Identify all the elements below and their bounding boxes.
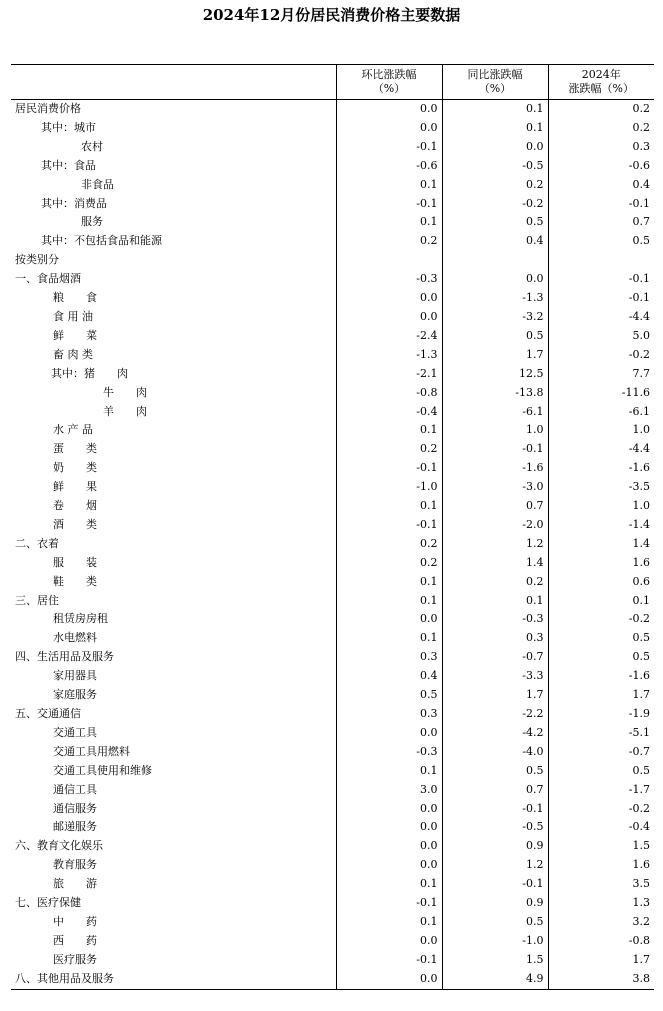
annual-value: -3.5: [628, 480, 650, 494]
annual-value: 1.7: [632, 952, 650, 966]
table-row: [11, 478, 654, 497]
yoy-value: 0.1: [442, 119, 548, 138]
row-label: 酒 类: [11, 516, 336, 535]
mom-value: -0.3: [336, 743, 442, 762]
mom-value: -0.6: [336, 157, 442, 176]
table-row: [11, 781, 654, 800]
annual-value: 0.4: [632, 177, 650, 191]
annual-value: 0.6: [632, 574, 650, 588]
yoy-value: 0.9: [442, 894, 548, 913]
annual-value: -0.4: [628, 820, 650, 834]
table-row: [11, 232, 654, 251]
table-row: [11, 856, 654, 875]
yoy-value: 0.5: [442, 762, 548, 781]
mom-value: 0.1: [336, 913, 442, 932]
yoy-value: -0.5: [442, 818, 548, 837]
yoy-value: 0.0: [442, 270, 548, 289]
row-label: 通信服务: [11, 800, 336, 819]
mom-value: 0.1: [336, 592, 442, 611]
annual-value: -4.4: [628, 442, 650, 456]
mom-value: 3.0: [336, 781, 442, 800]
mom-column-header: [336, 65, 442, 100]
annual-value: 1.5: [632, 839, 650, 853]
yoy-value: 1.2: [442, 535, 548, 554]
table-row: [11, 705, 654, 724]
yoy-value: -0.1: [442, 800, 548, 819]
yoy-value: -1.0: [442, 932, 548, 951]
table-row: [11, 516, 654, 535]
yoy-value: 1.7: [442, 686, 548, 705]
row-label: 医疗服务: [11, 951, 336, 970]
row-label: 一、食品烟酒: [11, 270, 336, 289]
row-label: 教育服务: [11, 856, 336, 875]
yoy-value: 0.2: [442, 176, 548, 195]
row-label: 交通工具用燃料: [11, 743, 336, 762]
row-label: 二、衣着: [11, 535, 336, 554]
table-row: [11, 667, 654, 686]
row-label: 奶 类: [11, 459, 336, 478]
annual-value: 1.4: [632, 536, 650, 550]
mom-value: 0.0: [336, 119, 442, 138]
table-row: [11, 403, 654, 422]
page-title: 2024年12月份居民消费价格主要数据: [202, 6, 461, 24]
label-column-header: [11, 65, 336, 100]
yoy-value: 0.1: [442, 592, 548, 611]
table-row: [11, 119, 654, 138]
mom-header-line1: 环比涨跌幅: [361, 68, 417, 81]
yoy-header-line2: （%）: [478, 82, 512, 95]
table-row: [11, 762, 654, 781]
mom-value: -0.4: [336, 403, 442, 422]
annual-value: 1.6: [632, 858, 650, 872]
mom-value: -0.8: [336, 384, 442, 403]
table-row: [11, 440, 654, 459]
yoy-value: 0.7: [442, 781, 548, 800]
row-label: 通信工具: [11, 781, 336, 800]
row-label: 鲜 果: [11, 478, 336, 497]
yoy-value: -6.1: [442, 403, 548, 422]
mom-value: 0.1: [336, 497, 442, 516]
mom-value: 0.3: [336, 648, 442, 667]
annual-value: -0.1: [628, 196, 650, 210]
annual-value: -1.9: [628, 707, 650, 720]
annual-value: 1.0: [632, 423, 650, 437]
row-label: 八、其他用品及服务: [11, 970, 336, 989]
row-label: 按类别分: [11, 251, 336, 270]
row-label: 服 装: [11, 554, 336, 573]
row-label: 家庭服务: [11, 686, 336, 705]
table-row: [11, 289, 654, 308]
annual-header-line1: 2024年: [581, 68, 621, 81]
row-label: 其中：猪 肉: [11, 365, 336, 384]
row-label: 食 用 油: [11, 308, 336, 327]
yoy-value: 1.0: [442, 421, 548, 440]
annual-value: 3.8: [548, 970, 654, 989]
mom-value: -0.1: [336, 459, 442, 478]
row-label: 交通工具: [11, 724, 336, 743]
mom-value: 0.0: [336, 100, 442, 119]
yoy-column-header: [442, 65, 548, 100]
row-label: 鲜 菜: [11, 327, 336, 346]
annual-value: 1.7: [632, 688, 650, 702]
mom-value: 0.1: [336, 875, 442, 894]
row-label: 租赁房房租: [11, 610, 336, 629]
yoy-value: -0.3: [442, 610, 548, 629]
annual-value: 0.5: [632, 650, 650, 664]
annual-value: -1.7: [628, 782, 650, 796]
yoy-header-line1: 同比涨跌幅: [467, 68, 523, 81]
mom-value: 0.1: [336, 573, 442, 592]
yoy-value: 0.9: [442, 837, 548, 856]
mom-value: -0.3: [336, 270, 442, 289]
annual-value: -0.2: [628, 347, 650, 361]
annual-value: 3.5: [632, 877, 650, 891]
table-row: [11, 100, 654, 119]
table-row: [11, 894, 654, 913]
mom-value: 0.2: [336, 554, 442, 573]
annual-value: -11.6: [621, 385, 650, 399]
row-label: 鞋 类: [11, 573, 336, 592]
yoy-value: 0.5: [442, 913, 548, 932]
row-label: 水 产 品: [11, 421, 336, 440]
mom-value: -0.1: [336, 138, 442, 157]
row-label: 其中：城市: [11, 119, 336, 138]
row-label: 服务: [11, 213, 336, 232]
annual-value: -6.1: [628, 404, 650, 418]
yoy-value: -0.5: [442, 157, 548, 176]
yoy-value: 0.7: [442, 497, 548, 516]
yoy-value: -0.1: [442, 875, 548, 894]
mom-value: 0.1: [336, 176, 442, 195]
table-row: [11, 535, 654, 554]
row-label: 六、教育文化娱乐: [11, 837, 336, 856]
table-row: [11, 176, 654, 195]
yoy-value: 0.4: [442, 232, 548, 251]
mom-value: -2.1: [336, 365, 442, 384]
table-row: [11, 421, 654, 440]
annual-value: 3.2: [632, 914, 650, 928]
mom-value: 0.2: [336, 535, 442, 554]
annual-value: 1.3: [632, 896, 650, 910]
annual-header-line2: 涨跌幅（%）: [568, 82, 634, 95]
annual-value: -1.6: [628, 669, 650, 683]
yoy-value: -1.3: [442, 289, 548, 308]
mom-value: 0.0: [336, 289, 442, 308]
annual-value: -4.4: [628, 309, 650, 323]
yoy-value: -0.2: [442, 195, 548, 214]
row-label: 中 药: [11, 913, 336, 932]
table-row: [11, 592, 654, 611]
yoy-value: -3.3: [442, 667, 548, 686]
yoy-value: 0.5: [442, 327, 548, 346]
yoy-value: 0.1: [442, 100, 548, 119]
yoy-value: -1.6: [442, 459, 548, 478]
annual-value: 0.2: [632, 102, 650, 115]
table-row: [11, 629, 654, 648]
yoy-value: 0.2: [442, 573, 548, 592]
annual-value: 0.3: [632, 139, 650, 153]
annual-value: [548, 251, 654, 270]
table-row: [11, 573, 654, 592]
annual-value: 0.2: [632, 120, 650, 134]
mom-value: 0.3: [336, 705, 442, 724]
annual-value: -1.4: [628, 517, 650, 531]
yoy-value: -3.2: [442, 308, 548, 327]
annual-value: 7.7: [632, 366, 650, 380]
table-header-row: [11, 65, 654, 100]
table-row: [11, 610, 654, 629]
row-label: 卷 烟: [11, 497, 336, 516]
table-row: [11, 970, 654, 989]
annual-value: 0.7: [632, 215, 650, 229]
table-row: [11, 251, 654, 270]
table-row: [11, 837, 654, 856]
table-row: [11, 459, 654, 478]
yoy-value: 0.3: [442, 629, 548, 648]
annual-value: -0.7: [628, 744, 650, 758]
mom-value: 0.0: [336, 800, 442, 819]
table-row: [11, 875, 654, 894]
table-row: [11, 913, 654, 932]
yoy-value: -13.8: [442, 384, 548, 403]
table-row: [11, 157, 654, 176]
row-label: 粮 食: [11, 289, 336, 308]
mom-value: 0.0: [336, 818, 442, 837]
annual-value: -0.8: [628, 933, 650, 947]
yoy-value: 1.7: [442, 346, 548, 365]
annual-value: 0.5: [632, 234, 650, 248]
annual-value: 5.0: [632, 328, 650, 342]
table-row: [11, 497, 654, 516]
yoy-value: 0.0: [442, 138, 548, 157]
row-label: 牛 肉: [11, 384, 336, 403]
mom-value: 0.0: [336, 724, 442, 743]
table-row: [11, 932, 654, 951]
mom-value: -1.3: [336, 346, 442, 365]
mom-value: 0.2: [336, 440, 442, 459]
table-row: [11, 138, 654, 157]
row-label: 农村: [11, 138, 336, 157]
annual-value: -5.1: [628, 725, 650, 739]
mom-value: -0.1: [336, 195, 442, 214]
row-label: 蛋 类: [11, 440, 336, 459]
yoy-value: -4.2: [442, 724, 548, 743]
row-label: 其中：食品: [11, 157, 336, 176]
cpi-table: [11, 64, 654, 990]
yoy-value: -4.0: [442, 743, 548, 762]
yoy-value: -0.1: [442, 440, 548, 459]
annual-column-header: [548, 65, 654, 100]
table-row: [11, 724, 654, 743]
table-row: [11, 686, 654, 705]
mom-value: 0.0: [336, 932, 442, 951]
yoy-value: -2.0: [442, 516, 548, 535]
table-row: [11, 213, 654, 232]
row-label: 五、交通通信: [11, 705, 336, 724]
yoy-value: 0.5: [442, 213, 548, 232]
mom-value: 0.0: [336, 837, 442, 856]
mom-value: 0.2: [336, 232, 442, 251]
mom-value: 0.0: [336, 610, 442, 629]
table-row: [11, 743, 654, 762]
table-row: [11, 308, 654, 327]
row-label: 水电燃料: [11, 629, 336, 648]
yoy-value: -3.0: [442, 478, 548, 497]
mom-value: -0.1: [336, 516, 442, 535]
annual-value: -0.2: [628, 801, 650, 815]
row-label: 羊 肉: [11, 403, 336, 422]
row-label: 西 药: [11, 932, 336, 951]
annual-value: -0.6: [628, 158, 650, 172]
mom-value: -0.1: [336, 894, 442, 913]
row-label: 居民消费价格: [11, 100, 336, 119]
mom-header-line2: （%）: [372, 82, 406, 95]
table-row: [11, 951, 654, 970]
yoy-value: 12.5: [442, 365, 548, 384]
annual-value: 0.5: [632, 763, 650, 777]
mom-value: 0.5: [336, 686, 442, 705]
mom-value: -0.1: [336, 951, 442, 970]
mom-value: 0.0: [336, 970, 442, 989]
yoy-value: -2.2: [442, 705, 548, 724]
mom-value: 0.0: [336, 856, 442, 875]
table-row: [11, 195, 654, 214]
annual-value: -1.6: [628, 461, 650, 475]
mom-value: 0.1: [336, 762, 442, 781]
yoy-value: 1.4: [442, 554, 548, 573]
table-row: [11, 270, 654, 289]
yoy-value: 1.2: [442, 856, 548, 875]
row-label: 交通工具使用和维修: [11, 762, 336, 781]
table-row: [11, 818, 654, 837]
mom-value: -1.0: [336, 478, 442, 497]
yoy-value: 4.9: [442, 970, 548, 989]
row-label: 四、生活用品及服务: [11, 648, 336, 667]
annual-value: 1.0: [632, 499, 650, 513]
mom-value: 0.0: [336, 308, 442, 327]
annual-value: 0.5: [632, 631, 650, 645]
table-row: [11, 327, 654, 346]
mom-value: 0.1: [336, 213, 442, 232]
table-row: [11, 365, 654, 384]
table-row: [11, 648, 654, 667]
row-label: 其中：消费品: [11, 195, 336, 214]
annual-value: -0.1: [628, 272, 650, 286]
mom-value: 0.1: [336, 629, 442, 648]
table-row: [11, 800, 654, 819]
mom-value: 0.4: [336, 667, 442, 686]
yoy-value: [442, 251, 548, 270]
yoy-value: 1.5: [442, 951, 548, 970]
annual-value: -0.2: [628, 612, 650, 626]
row-label: 旅 游: [11, 875, 336, 894]
mom-value: [336, 251, 442, 270]
table-row: [11, 384, 654, 403]
mom-value: -2.4: [336, 327, 442, 346]
row-label: 畜 肉 类: [11, 346, 336, 365]
annual-value: 0.1: [632, 593, 650, 607]
row-label: 邮递服务: [11, 818, 336, 837]
yoy-value: -0.7: [442, 648, 548, 667]
table-row: [11, 346, 654, 365]
row-label: 七、医疗保健: [11, 894, 336, 913]
row-label: 其中：不包括食品和能源: [11, 232, 336, 251]
row-label: 非食品: [11, 176, 336, 195]
row-label: 家用器具: [11, 667, 336, 686]
row-label: 三、居住: [11, 592, 336, 611]
mom-value: 0.1: [336, 421, 442, 440]
table-row: [11, 554, 654, 573]
annual-value: 1.6: [632, 555, 650, 569]
annual-value: -0.1: [628, 291, 650, 305]
